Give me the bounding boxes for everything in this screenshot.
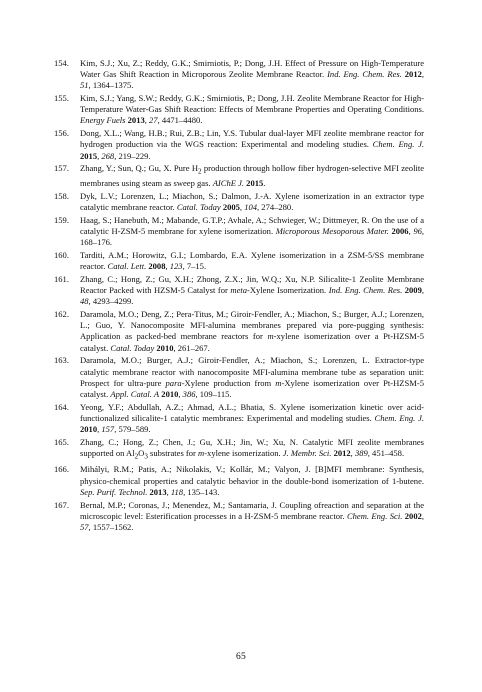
text-segment: -xylene isomerization over a Pt-HZSM-5 catalyst.	[80, 331, 424, 353]
text-segment: Dong, X.L.; Wang, H.B.; Rui, Z.B.; Lin, Y.S. Tubular dual-layer MFI zeolite membrane reactor for hydrogen production via the WGS reaction: Experimental and modeling studies.	[80, 128, 424, 150]
italic-segment: m	[275, 377, 282, 388]
text-segment: Yeong, Y.F.; Abdullah, A.Z.; Ahmad, A.L.; Bhatia, S. Xylene isomerization kinetic over acid-functionalized silicalite-1 catalytic membranes: Experimental and modeling studies.	[80, 401, 424, 423]
reference-list	[54, 58, 424, 533]
italic-segment: m	[267, 331, 274, 342]
bold-segment: 2012	[404, 69, 422, 80]
italic-segment: Ind. Eng. Chem. Res.	[327, 69, 402, 80]
text-segment: , 109–115.	[195, 388, 232, 399]
reference-text	[80, 215, 424, 248]
text-segment: , 135–143.	[183, 486, 220, 497]
reference-number: 164.	[54, 401, 69, 412]
text-segment: , 274–280.	[257, 202, 294, 213]
italic-segment: Chem. Eng. J.	[372, 139, 425, 150]
italic-segment: 118	[170, 486, 184, 497]
text-segment: ,	[421, 69, 425, 80]
bold-segment: 2008	[148, 261, 166, 272]
bold-segment: 2015	[246, 178, 264, 189]
italic-segment: Chem. Eng. J.	[374, 412, 424, 423]
italic-segment: 96	[413, 226, 422, 237]
reference-entry	[54, 274, 424, 307]
italic-segment: para	[165, 377, 182, 388]
reference-number: 156.	[54, 128, 69, 139]
italic-segment: Appl. Catal. A	[110, 388, 160, 399]
text-segment: substrates for	[147, 447, 199, 458]
reference-entry	[54, 402, 424, 435]
italic-segment: 157	[101, 423, 115, 434]
text-segment: ,	[421, 510, 424, 521]
text-segment: , 4471–4480.	[157, 115, 203, 126]
italic-segment: 389	[354, 447, 368, 458]
italic-segment: AIChE J.	[212, 178, 245, 189]
text-segment: , 4293–4299.	[88, 296, 134, 307]
bold-segment: 2009	[404, 285, 422, 296]
reference-entry	[54, 309, 424, 354]
bold-segment: 2012	[333, 447, 351, 458]
reference-entry	[54, 500, 424, 533]
page-number: 65	[236, 652, 246, 662]
italic-segment: 104	[244, 202, 258, 213]
reference-text	[80, 93, 424, 126]
reference-entry	[54, 355, 424, 400]
text-segment: Bernal, M.P.; Coronas, J.; Menendez, M.; Santamaria, J. Coupling ofreaction and separation at the microscopic level: Esterification processes in a H-ZSM-5 membrane reactor.	[80, 499, 424, 521]
reference-number: 166.	[54, 464, 69, 475]
bold-segment: 2013	[127, 115, 145, 126]
bold-segment: 2002	[404, 510, 422, 521]
reference-number: 154.	[54, 58, 69, 68]
text-segment: , 261–267.	[173, 342, 210, 353]
reference-number: 159.	[54, 214, 69, 225]
reference-text	[80, 58, 424, 91]
text-segment: -xylene isomerization.	[204, 447, 283, 458]
reference-number: 167.	[54, 499, 69, 510]
italic-segment: 268	[101, 150, 115, 161]
reference-text	[80, 402, 424, 435]
text-segment: ,	[144, 115, 150, 126]
reference-number: 155.	[54, 93, 69, 104]
text-segment: production through hollow fiber hydrogen-selective MFI zeolite membranes using steam as sweep gas.	[80, 163, 424, 189]
text-segment: -Xylene isomerization over Pt-HZSM-5 catalyst.	[80, 377, 424, 399]
reference-number: 161.	[54, 274, 69, 284]
text-segment: ,	[421, 285, 424, 296]
bold-segment: 2010	[156, 342, 174, 353]
reference-number: 165.	[54, 436, 69, 447]
reference-text	[80, 355, 424, 400]
text-segment: -Xylene Isomerization.	[247, 285, 329, 296]
subscript-segment: 2	[198, 168, 202, 177]
text-segment: ,	[239, 202, 245, 213]
italic-segment: Microporous Mesoporous Mater.	[275, 226, 389, 237]
text-segment: , 168–176.	[80, 226, 424, 248]
text-segment: , 219–229.	[114, 150, 151, 161]
text-segment: ,	[165, 261, 170, 272]
text-segment: Zhang, Y.; Sun, Q.; Gu, X. Pure H	[80, 163, 199, 174]
reference-text	[80, 191, 424, 213]
text-segment: , 451–458.	[367, 447, 405, 458]
reference-number: 158.	[54, 190, 69, 201]
italic-segment: Catal. Today	[110, 342, 155, 353]
reference-number: 162.	[54, 309, 69, 320]
reference-number: 163.	[54, 355, 69, 366]
italic-segment: 123	[169, 261, 183, 272]
reference-text	[80, 274, 424, 307]
reference-entry	[54, 128, 424, 161]
reference-text	[80, 163, 424, 189]
text-segment: Haag, S.; Hanebuth, M.; Mabande, G.T.P.; Avhale, A.; Schwieger, W.; Dittmeyer, R. On the use of a catalytic H-ZSM-5 membrane for xylene isomerization.	[80, 214, 424, 237]
italic-segment: 48	[80, 296, 89, 307]
text-segment: ,	[408, 226, 414, 237]
bold-segment: 2005	[222, 202, 240, 213]
italic-segment: 57	[80, 521, 89, 532]
italic-segment: 386	[182, 388, 196, 399]
text-segment: ,	[97, 150, 102, 161]
text-segment: -Xylene production from	[181, 377, 276, 388]
text-segment: , 1364–1375.	[88, 80, 134, 91]
reference-entry	[54, 191, 424, 213]
bold-segment: 2010	[80, 423, 98, 434]
text-segment: Mihályi, R.M.; Patis, A.; Nikolakis, V.; Kollár, M.; Valyon, J. [B]MFI membrane: Synthesis, physico-chemical properties and catalytic behavior in the double-bond isomerization of 1-butene.	[80, 464, 424, 486]
subscript-segment: 3	[144, 452, 148, 461]
italic-segment: J. Membr. Sci.	[282, 447, 332, 458]
reference-entry	[54, 250, 424, 272]
text-segment: ,	[166, 486, 171, 497]
reference-entry	[54, 437, 424, 463]
text-segment: ,	[178, 388, 183, 399]
reference-entry	[54, 93, 424, 126]
reference-text	[80, 464, 424, 497]
text-segment: O	[138, 447, 145, 458]
italic-segment: Chem. Eng. Sci.	[346, 510, 403, 521]
reference-text	[80, 437, 424, 463]
text-segment: Tarditi, A.M.; Horowitz, G.I.; Lombardo, E.A. Xylene isomerization in a ZSM-5/SS membrane reactor.	[80, 250, 424, 272]
text-segment: Zhang, C.; Hong, Z.; Gu, X.H.; Zhong, Z.X.; Jin, W.Q.; Xu, N.P. Silicalite-1 Zeolite Membrane Reactor Packed with HZSM-5 Catalyst for	[80, 274, 424, 296]
italic-segment: Catal. Lett.	[107, 261, 147, 272]
bold-segment: 2006	[391, 226, 409, 237]
italic-segment: 51	[80, 80, 89, 91]
reference-text	[80, 309, 424, 354]
text-segment: , 579–589.	[114, 423, 151, 434]
text-segment: , 1557–1562.	[88, 521, 134, 532]
reference-number: 160.	[54, 250, 69, 261]
reference-text	[80, 500, 424, 533]
reference-entry	[54, 464, 424, 497]
italic-segment: Energy Fuels	[80, 115, 126, 126]
text-segment: Zhang, C.; Hong, Z.; Chen, J.; Gu, X.H.; Jin, W.; Xu, N. Catalytic MFI zeolite membranes supported on Al	[80, 436, 424, 458]
italic-segment: meta	[230, 285, 248, 296]
text-segment: Kim, S.J.; Yang, S.W.; Reddy, G.K.; Smirniotis, P.; Dong, J.H. Zeolite Membrane Reactor for High-Temperature Water-Gas Shift Reaction: Effects of Membrane Properties and Operating Conditions.	[80, 93, 424, 115]
italic-segment: m	[198, 447, 205, 458]
italic-segment: Catal. Today	[176, 202, 221, 213]
bold-segment: 2015	[80, 150, 98, 161]
text-segment: , 7–15.	[182, 261, 207, 272]
text-segment: .	[263, 178, 266, 189]
text-segment: ,	[350, 447, 355, 458]
bold-segment: 2013	[149, 486, 167, 497]
italic-segment: Sep. Purif. Technol.	[80, 486, 148, 497]
reference-entry	[54, 215, 424, 248]
text-segment: Kim, S.J.; Xu, Z.; Reddy, G.K.; Smirniotis, P.; Dong, J.H. Effect of Pressure on High-Temperature Water Gas Shift Reaction in Microporous Zeolite Membrane Reactor.	[80, 58, 424, 80]
reference-entry	[54, 163, 424, 189]
reference-text	[80, 128, 424, 161]
reference-text	[80, 250, 424, 272]
reference-entry	[54, 58, 424, 91]
bold-segment: 2010	[161, 388, 179, 399]
text-segment: Daramola, M.O.; Deng, Z.; Pera-Titus, M.; Giroir-Fendler, A.; Miachon, S.; Burger, A.J.; Lorenzen, L.; Guo, Y. Nanocomposite MFI-alumina membranes prepared via pore-pugging synthesis: Application as packed-bed membrane reactors for	[80, 309, 424, 342]
subscript-segment: 2	[134, 452, 139, 461]
italic-segment: 27	[149, 115, 158, 126]
reference-number: 157.	[54, 163, 69, 174]
text-segment: ,	[97, 423, 102, 434]
text-segment: Dyk, L.V.; Lorenzen, L.; Miachon, S.; Dalmon, J.-A. Xylene isomerization in an extractor type catalytic membrane reactor.	[80, 190, 424, 213]
text-segment: Daramola, M.O.; Burger, A.J.; Giroir-Fendler, A.; Miachon, S.; Lorenzen, L. Extractor-type catalytic membrane reactor with nanocomposite MFI-alumina membrane tube as separation unit: Prospect for ultra-pure	[80, 355, 424, 388]
italic-segment: Ind. Eng. Chem. Res.	[328, 285, 403, 296]
